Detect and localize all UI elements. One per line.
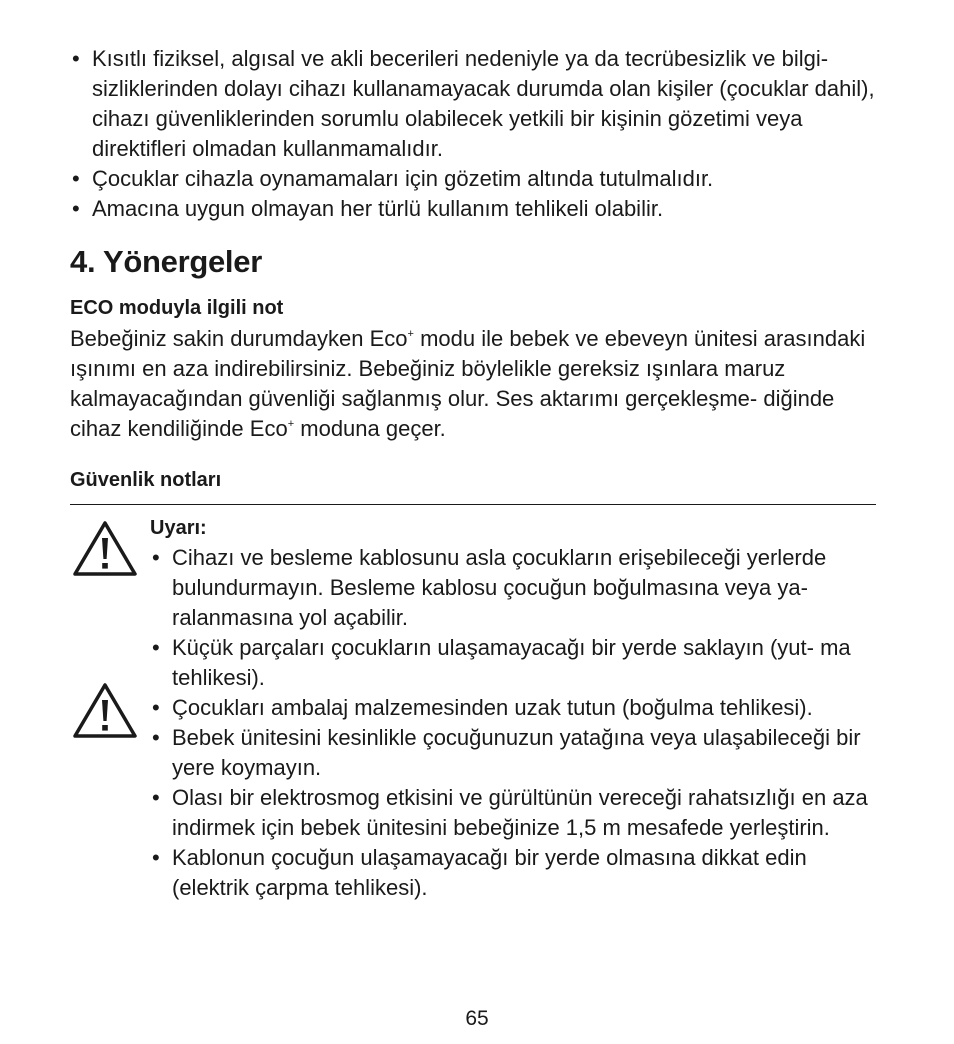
eco-text-1: Bebeğiniz sakin durumdayken Eco xyxy=(70,326,408,351)
safety-heading: Güvenlik notları xyxy=(70,469,222,491)
warning-triangle-icon xyxy=(72,681,138,739)
list-item: • Cihazı ve besleme kablosunu asla çocukların erişebileceği yerlerde bulundurmayın. Besleme kablosu çocuğun boğulmasına veya ya- ralanmasına yol açabilir. xyxy=(150,543,876,633)
section-divider xyxy=(70,504,876,505)
page-number: 65 xyxy=(465,1007,489,1030)
list-item: • Kısıtlı fiziksel, algısal ve akli becerileri nedeniyle ya da tecrübesizlik ve bilgi- sizliklerinden dolayı cihazı kullanamayacak durumda olan kişiler (çocuklar dahil), cihazı güvenliklerinden sorumlu olabilecek yetkili bir kişinin gözetimi veya direktifleri olmadan kullanmamalıdır. xyxy=(70,44,876,164)
safety-bullet-list xyxy=(150,543,876,903)
warning-triangle-icon xyxy=(72,519,138,577)
list-item: • Olası bir elektrosmog etkisini ve gürültünün vereceği rahatsızlığı en aza indirmek için bebek ünitesini bebeğinize 1,5 m mesafede yerleştirin. xyxy=(150,783,876,843)
section-title: 4. Yönergeler xyxy=(70,244,262,279)
eco-heading: ECO moduyla ilgili not xyxy=(70,297,284,319)
list-item: • Kablonun çocuğun ulaşamayacağı bir yerde olmasına dikkat edin (elektrik çarpma tehlikesi). xyxy=(150,843,876,903)
eco-paragraph xyxy=(70,324,876,444)
intro-bullet-list xyxy=(70,44,876,224)
list-item: • Çocuklar cihazla oynamamaları için gözetim altında tutulmalıdır. xyxy=(70,164,876,194)
eco-text-3: moduna geçer. xyxy=(294,416,446,441)
eco-text-2: modu ile bebek ve ebeveyn ünitesi arasındaki ışınımı en aza indirebilirsiniz. Bebeğiniz böylelikle gereksiz ışınlara maruz kalmayacağından güvenliği sağlanmış olur. Ses aktarımı gerçekleşme- diğinde cihaz kendiliğinde Eco xyxy=(70,326,866,441)
eco-superscript-2: + xyxy=(287,418,295,430)
document-page xyxy=(70,44,876,903)
list-item: • Amacına uygun olmayan her türlü kullanım tehlikeli olabilir. xyxy=(70,194,876,224)
list-item: • Küçük parçaları çocukların ulaşamayacağı bir yerde saklayın (yut- ma tehlikesi). xyxy=(150,633,876,693)
warning-block xyxy=(70,513,876,903)
warning-label: Uyarı: xyxy=(150,517,207,539)
list-item: • Bebek ünitesini kesinlikle çocuğunuzun yatağına veya ulaşabileceği bir yere koymayın. xyxy=(150,723,876,783)
list-item: • Çocukları ambalaj malzemesinden uzak tutun (boğulma tehlikesi). xyxy=(150,693,876,723)
eco-superscript-1: + xyxy=(407,328,414,340)
